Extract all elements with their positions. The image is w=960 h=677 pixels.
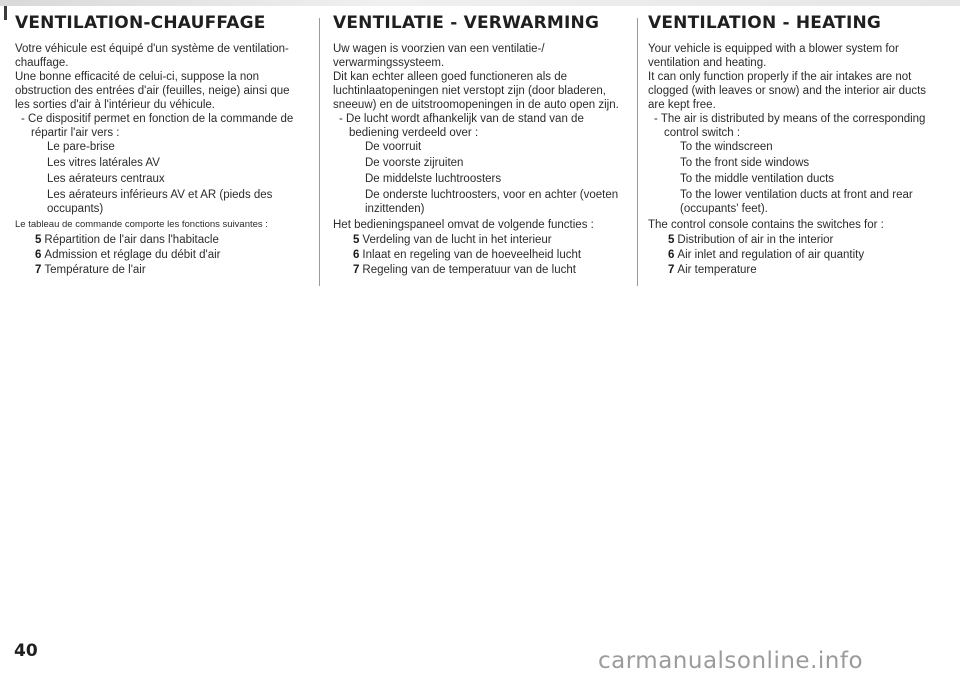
function-item [353,248,623,262]
watermark-text: carmanualsonline.info [598,648,864,674]
column-divider [319,18,320,286]
sub-item: De voorste zijruiten [365,157,464,169]
function-number: 6 [35,249,42,261]
column-divider [637,18,638,286]
title-dutch: VENTILATIE - VERWARMING [333,13,600,33]
function-text: Température de l'air [44,264,146,276]
page-edge-mark [4,6,7,20]
function-text: Regeling van de temperatuur van de lucht [362,264,576,276]
function-item [668,248,938,262]
title-english: VENTILATION - HEATING [648,13,882,33]
bullet-french: - Ce dispositif permet en fonction de la commande de répartir l'air vers : [21,113,294,139]
intro-french: Votre véhicule est équipé d'un système de ventilation- chauffage. Une bonne efficacité de celui-ci, suppose la non obstruction des entrées d'air (feuilles, neige) ainsi que les sorties d'air à l'intérieur du véhicule. [15,43,290,111]
sub-item: Les aérateurs inférieurs AV et AR (pieds des occupants) [47,189,273,215]
function-text: Admission et réglage du débit d'air [44,249,221,261]
function-number: 7 [35,264,42,276]
bullet-english: - The air is distributed by means of the corresponding control switch : [654,113,926,139]
sub-item: Les aérateurs centraux [47,173,165,185]
sub-item: De voorruit [365,141,422,153]
function-number: 7 [353,264,360,276]
function-item [353,233,623,247]
column-dutch [333,12,633,277]
function-item [35,248,305,262]
sub-item: De onderste luchtroosters, voor en achter (voeten inzittenden) [365,189,619,215]
console-french: Le tableau de commande comporte les fonctions suivantes : [15,219,268,230]
sub-list-dutch [365,140,623,216]
sub-item: Le pare-brise [47,141,115,153]
intro-dutch: Uw wagen is voorzien van een ventilatie-/ verwarmingssysteem. Dit kan echter alleen goed functioneren als de luchtinlaatopeningen niet verstopt zijn (door bladeren, sneeuw) en de uitstroomopeningen in de auto open zijn. [333,43,619,111]
console-dutch: Het bedieningspaneel omvat de volgende functies : [333,219,594,231]
function-text: Distribution of air in the interior [677,234,834,246]
sub-item: To the windscreen [680,141,773,153]
page-number: 40 [14,641,38,661]
title-french: VENTILATION-CHAUFFAGE [15,13,266,33]
intro-english: Your vehicle is equipped with a blower system for ventilation and heating. It can only function properly if the air intakes are not clogged (with leaves or snow) and the interior air ducts are kept free. [648,43,927,111]
function-item [668,233,938,247]
sub-list-english [680,140,938,216]
column-english [648,12,948,277]
sub-item: De middelste luchtroosters [365,173,502,185]
function-item [35,233,305,247]
function-text: Répartition de l'air dans l'habitacle [44,234,219,246]
top-scan-edge [0,0,960,6]
console-english: The control console contains the switches for : [648,219,884,231]
function-number: 5 [353,234,360,246]
function-item [35,263,305,277]
bullet-dutch: - De lucht wordt afhankelijk van de stand van de bediening verdeeld over : [339,113,584,139]
sub-item: To the front side windows [680,157,810,169]
function-text: Air temperature [677,264,757,276]
sub-item: To the middle ventilation ducts [680,173,835,185]
function-number: 5 [668,234,675,246]
function-number: 7 [668,264,675,276]
column-french [15,12,315,277]
sub-list-french [47,140,305,216]
function-item [668,263,938,277]
function-item [353,263,623,277]
function-number: 6 [353,249,360,261]
function-text: Verdeling van de lucht in het interieur [362,234,552,246]
sub-item: To the lower ventilation ducts at front and rear (occupants' feet). [680,189,913,215]
function-text: Inlaat en regeling van de hoeveelheid lucht [362,249,582,261]
sub-item: Les vitres latérales AV [47,157,160,169]
function-text: Air inlet and regulation of air quantity [677,249,865,261]
function-number: 5 [35,234,42,246]
function-number: 6 [668,249,675,261]
